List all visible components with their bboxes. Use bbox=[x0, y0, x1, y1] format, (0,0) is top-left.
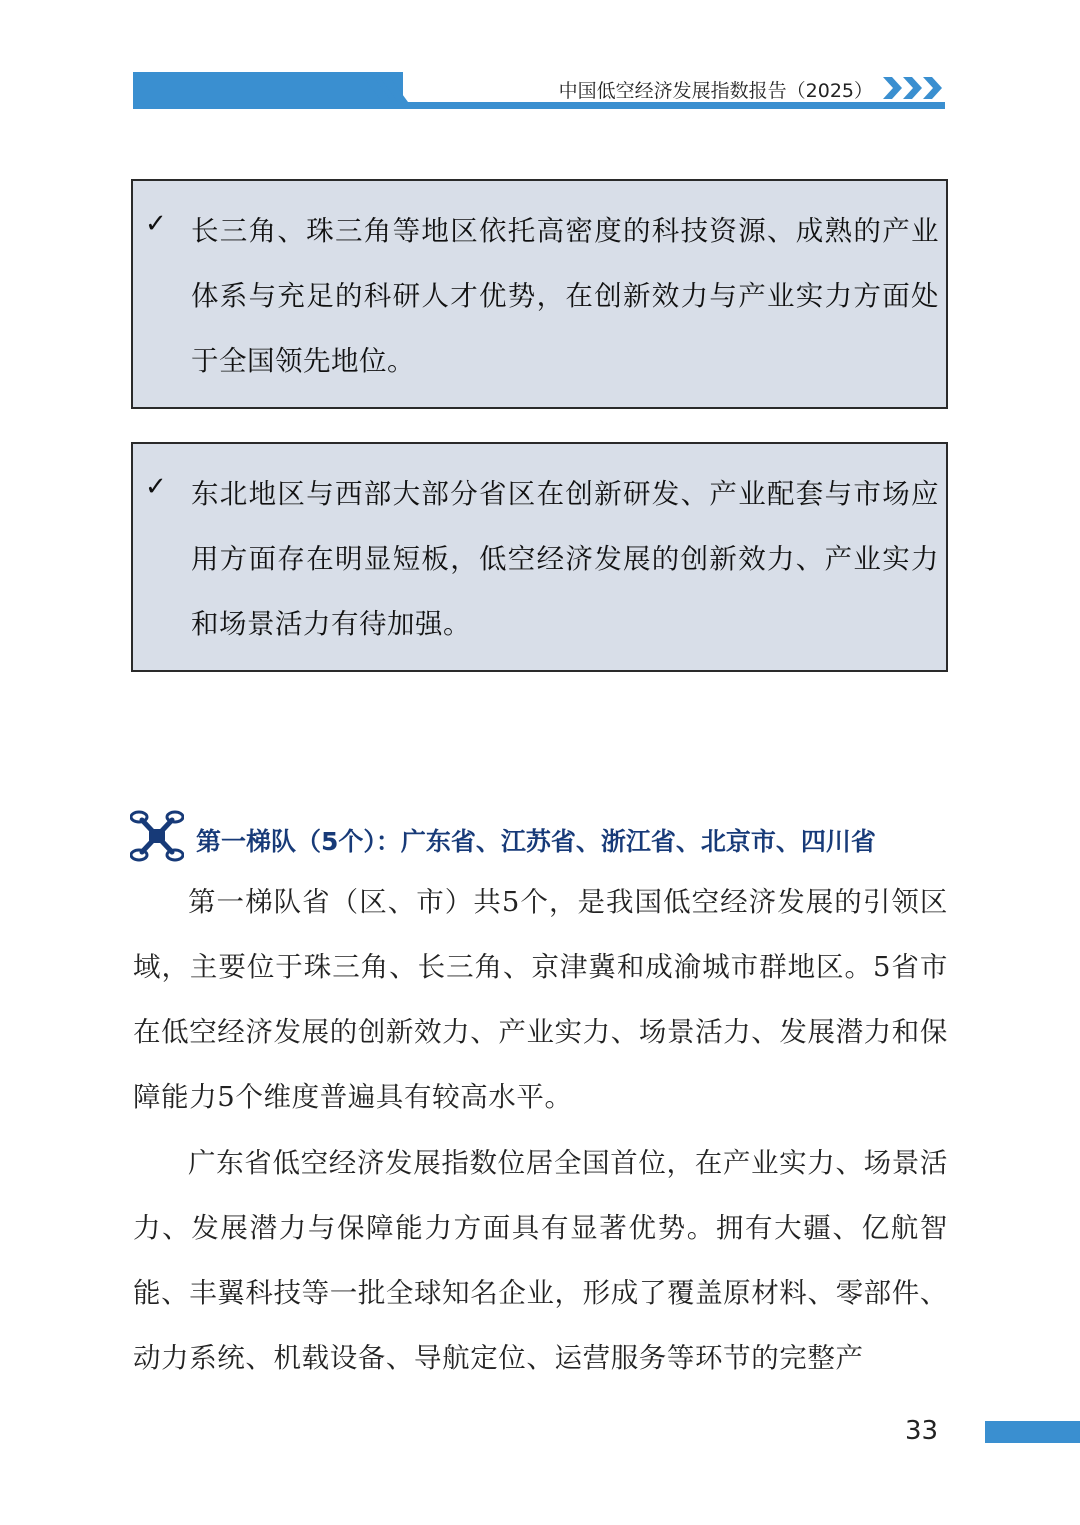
body-paragraph bbox=[133, 870, 948, 1130]
callout-box bbox=[131, 442, 948, 672]
callout-text: 东北地区与西部大部分省区在创新研发、产业配套与市场应用方面存在明显短板，低空经济发展的创新效力、产业实力和场景活力有待加强。 bbox=[191, 478, 939, 640]
section-heading bbox=[130, 808, 950, 868]
paragraph-text: 第一梯队省（区、市）共5个，是我国低空经济发展的引领区域，主要位于珠三角、长三角、京津冀和成渝城市群地区。5省市在低空经济发展的创新效力、产业实力、场景活力、发展潜力和保障能力5个维度普遍具有较高水平。 bbox=[133, 886, 948, 1113]
paragraph-text: 广东省低空经济发展指数位居全国首位，在产业实力、场景活力、发展潜力与保障能力方面具有显著优势。拥有大疆、亿航智能、丰翼科技等一批全球知名企业，形成了覆盖原材料、零部件、动力系统、机载设备、导航定位、运营服务等环节的完整产 bbox=[133, 1147, 948, 1374]
page-number: 33 bbox=[905, 1416, 939, 1446]
body-paragraph bbox=[133, 1131, 948, 1391]
callout-text: 长三角、珠三角等地区依托高密度的科技资源、成熟的产业体系与充足的科研人才优势，在创新效力与产业实力方面处于全国领先地位。 bbox=[191, 215, 939, 377]
header-stripes-decoration bbox=[328, 72, 418, 102]
callout-box bbox=[131, 179, 948, 409]
report-title: 中国低空经济发展指数报告（2025） bbox=[558, 80, 873, 102]
page-header bbox=[133, 72, 945, 112]
chevrons-icon bbox=[883, 75, 945, 101]
footer-accent-bar bbox=[985, 1421, 1080, 1443]
drone-icon bbox=[130, 808, 184, 864]
check-icon: ✓ bbox=[145, 472, 167, 502]
header-underline bbox=[133, 102, 945, 109]
check-icon: ✓ bbox=[145, 209, 167, 239]
section-title: 第一梯队（5个）：广东省、江苏省、浙江省、北京市、四川省 bbox=[196, 827, 876, 856]
